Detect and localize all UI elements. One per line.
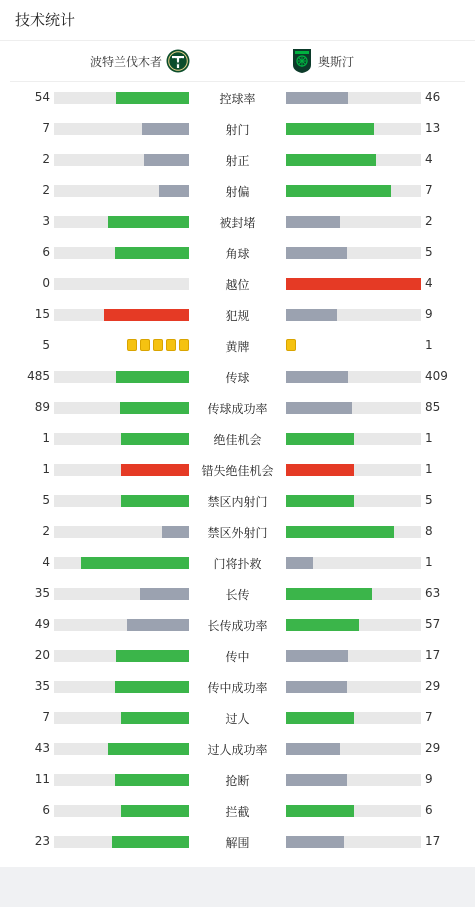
stat-row <box>0 423 475 454</box>
away-bar-track <box>286 495 421 507</box>
stat-label: 控球率 <box>219 92 256 106</box>
stat-row <box>0 640 475 671</box>
home-value: 49 <box>34 617 50 631</box>
away-value: 4 <box>425 152 433 166</box>
away-bar-fill <box>286 309 337 321</box>
home-bar-track <box>54 402 189 414</box>
stat-row <box>0 299 475 330</box>
yellow-card-icon <box>286 339 296 351</box>
home-bar-track <box>54 495 189 507</box>
home-bar-fill <box>121 712 189 724</box>
away-bar-track <box>286 247 421 259</box>
away-bar-fill <box>286 619 359 631</box>
stat-label: 禁区内射门 <box>207 495 268 509</box>
stat-label: 过人 <box>225 712 250 726</box>
home-value: 89 <box>34 400 50 414</box>
away-bar-track <box>286 278 421 290</box>
home-bar-track <box>54 154 189 166</box>
teams-header <box>10 41 465 82</box>
away-bar-fill <box>286 433 354 445</box>
home-value: 4 <box>42 555 50 569</box>
home-bar-fill <box>142 123 189 135</box>
away-bar-fill <box>286 836 344 848</box>
home-value: 54 <box>34 90 50 104</box>
stat-row <box>0 175 475 206</box>
away-bar-track <box>286 123 421 135</box>
stat-label: 错失绝佳机会 <box>201 464 274 478</box>
home-bar-fill <box>81 557 189 569</box>
away-value: 57 <box>425 617 441 631</box>
away-bar-track <box>286 371 421 383</box>
stat-row <box>0 609 475 640</box>
away-bar-track <box>286 402 421 414</box>
home-bar-track <box>54 309 189 321</box>
away-bar-track <box>286 557 421 569</box>
stat-row <box>0 330 475 361</box>
home-bar-track <box>54 247 189 259</box>
away-bar-fill <box>286 154 376 166</box>
away-value: 7 <box>425 183 433 197</box>
away-bar-fill <box>286 681 347 693</box>
away-bar-fill <box>286 371 348 383</box>
page-title: 技术统计 <box>0 0 475 41</box>
away-bar-fill <box>286 402 352 414</box>
away-value: 409 <box>425 369 448 383</box>
away-bar-fill <box>286 185 391 197</box>
away-value: 5 <box>425 493 433 507</box>
away-bar-track <box>286 774 421 786</box>
stat-label: 传中 <box>225 650 250 664</box>
home-bar-fill <box>121 805 189 817</box>
home-value: 6 <box>42 803 50 817</box>
home-bar-fill <box>121 495 189 507</box>
stat-row <box>0 795 475 826</box>
home-bar-track <box>54 681 189 693</box>
home-bar-track <box>54 185 189 197</box>
stat-label: 传中成功率 <box>207 681 268 695</box>
away-value: 8 <box>425 524 433 538</box>
away-yellow-cards <box>286 339 296 351</box>
home-value: 7 <box>42 710 50 724</box>
stat-label: 传球成功率 <box>207 402 268 416</box>
home-value: 35 <box>34 679 50 693</box>
away-bar-track <box>286 836 421 848</box>
stat-label: 黄牌 <box>225 340 250 354</box>
away-bar-track <box>286 464 421 476</box>
yellow-card-icon <box>140 339 150 351</box>
away-value: 1 <box>425 431 433 445</box>
stat-row <box>0 826 475 857</box>
home-value: 35 <box>34 586 50 600</box>
home-bar-fill <box>144 154 189 166</box>
away-value: 17 <box>425 834 441 848</box>
home-bar-fill <box>159 185 189 197</box>
away-team[interactable] <box>292 49 354 73</box>
away-bar-fill <box>286 278 421 290</box>
stat-row <box>0 144 475 175</box>
stat-label: 解围 <box>225 836 250 850</box>
stat-row <box>0 82 475 113</box>
home-bar-fill <box>116 650 189 662</box>
stat-row <box>0 547 475 578</box>
away-bar-track <box>286 92 421 104</box>
home-bar-fill <box>140 588 189 600</box>
stat-row <box>0 578 475 609</box>
away-value: 7 <box>425 710 433 724</box>
stat-label: 绝佳机会 <box>213 433 262 447</box>
away-bar-fill <box>286 650 348 662</box>
home-bar-fill <box>121 433 189 445</box>
away-value: 17 <box>425 648 441 662</box>
stat-label: 犯规 <box>225 309 250 323</box>
stat-label: 射偏 <box>225 185 250 199</box>
home-value: 11 <box>34 772 50 786</box>
away-bar-track <box>286 185 421 197</box>
stat-row <box>0 702 475 733</box>
yellow-card-icon <box>166 339 176 351</box>
away-bar-fill <box>286 805 354 817</box>
away-team-name: 奥斯汀 <box>318 54 355 69</box>
home-value: 23 <box>34 834 50 848</box>
away-bar-fill <box>286 464 354 476</box>
home-yellow-cards <box>127 339 189 351</box>
home-bar-track <box>54 557 189 569</box>
stat-row <box>0 764 475 795</box>
home-value: 5 <box>42 493 50 507</box>
stat-label: 拦截 <box>225 805 250 819</box>
away-value: 9 <box>425 772 433 786</box>
home-bar-track <box>54 619 189 631</box>
timbers-logo-icon <box>166 49 190 73</box>
away-value: 85 <box>425 400 441 414</box>
away-bar-track <box>286 216 421 228</box>
stat-label: 角球 <box>225 247 250 261</box>
austin-fc-logo-icon <box>292 48 312 74</box>
away-value: 63 <box>425 586 441 600</box>
stat-row <box>0 454 475 485</box>
away-value: 1 <box>425 555 433 569</box>
stat-label: 射门 <box>225 123 250 137</box>
stat-row <box>0 361 475 392</box>
away-bar-fill <box>286 588 372 600</box>
home-bar-track <box>54 464 189 476</box>
home-bar-track <box>54 216 189 228</box>
away-value: 29 <box>425 679 441 693</box>
home-value: 2 <box>42 524 50 538</box>
home-bar-track <box>54 836 189 848</box>
home-value: 485 <box>27 369 50 383</box>
stat-row <box>0 206 475 237</box>
home-value: 6 <box>42 245 50 259</box>
stat-label: 长传 <box>225 588 250 602</box>
home-bar-fill <box>115 681 189 693</box>
home-bar-fill <box>116 92 189 104</box>
home-value: 1 <box>42 431 50 445</box>
yellow-card-icon <box>153 339 163 351</box>
away-bar-track <box>286 619 421 631</box>
away-bar-track <box>286 154 421 166</box>
yellow-card-icon <box>179 339 189 351</box>
away-bar-track <box>286 712 421 724</box>
away-bar-fill <box>286 123 374 135</box>
away-bar-fill <box>286 774 347 786</box>
home-value: 2 <box>42 152 50 166</box>
stat-label: 禁区外射门 <box>207 526 268 540</box>
home-bar-track <box>54 92 189 104</box>
home-bar-track <box>54 712 189 724</box>
home-value: 5 <box>42 338 50 352</box>
home-bar-track <box>54 123 189 135</box>
away-bar-track <box>286 526 421 538</box>
away-value: 5 <box>425 245 433 259</box>
stat-label: 射正 <box>225 154 250 168</box>
away-bar-fill <box>286 92 348 104</box>
stat-row <box>0 516 475 547</box>
yellow-card-icon <box>127 339 137 351</box>
home-bar-fill <box>127 619 189 631</box>
stats-list <box>0 82 475 857</box>
home-bar-track <box>54 278 189 290</box>
away-bar-fill <box>286 495 354 507</box>
home-bar-track <box>54 433 189 445</box>
stat-label: 抢断 <box>225 774 250 788</box>
away-bar-track <box>286 588 421 600</box>
home-value: 20 <box>34 648 50 662</box>
stat-label: 长传成功率 <box>207 619 268 633</box>
home-bar-track <box>54 650 189 662</box>
home-value: 7 <box>42 121 50 135</box>
stat-row <box>0 113 475 144</box>
home-bar-track <box>54 774 189 786</box>
home-bar-fill <box>108 216 189 228</box>
stat-label: 越位 <box>225 278 250 292</box>
away-bar-track <box>286 433 421 445</box>
home-team-name: 波特兰伐木者 <box>89 54 162 69</box>
stat-row <box>0 268 475 299</box>
home-bar-fill <box>104 309 189 321</box>
away-value: 46 <box>425 90 441 104</box>
home-bar-fill <box>116 371 189 383</box>
away-bar-track <box>286 650 421 662</box>
away-bar-fill <box>286 712 354 724</box>
home-value: 3 <box>42 214 50 228</box>
home-bar-fill <box>120 402 189 414</box>
away-bar-fill <box>286 216 340 228</box>
stat-row <box>0 392 475 423</box>
home-value: 1 <box>42 462 50 476</box>
stat-label: 过人成功率 <box>207 743 268 757</box>
away-bar-fill <box>286 743 340 755</box>
away-bar-fill <box>286 557 313 569</box>
away-value: 13 <box>425 121 441 135</box>
home-bar-fill <box>162 526 189 538</box>
home-value: 43 <box>34 741 50 755</box>
stat-row <box>0 733 475 764</box>
home-value: 2 <box>42 183 50 197</box>
home-bar-track <box>54 743 189 755</box>
away-value: 4 <box>425 276 433 290</box>
away-value: 6 <box>425 803 433 817</box>
home-bar-track <box>54 371 189 383</box>
away-bar-track <box>286 309 421 321</box>
home-bar-fill <box>108 743 189 755</box>
home-team[interactable] <box>90 49 190 73</box>
stat-row <box>0 237 475 268</box>
away-bar-track <box>286 805 421 817</box>
away-value: 1 <box>425 338 433 352</box>
home-value: 0 <box>42 276 50 290</box>
home-bar-track <box>54 588 189 600</box>
home-bar-track <box>54 526 189 538</box>
away-value: 9 <box>425 307 433 321</box>
away-bar-fill <box>286 247 347 259</box>
home-bar-fill <box>112 836 189 848</box>
stat-row <box>0 485 475 516</box>
away-value: 29 <box>425 741 441 755</box>
away-bar-fill <box>286 526 394 538</box>
home-bar-fill <box>121 464 189 476</box>
away-value: 1 <box>425 462 433 476</box>
home-value: 15 <box>34 307 50 321</box>
home-bar-fill <box>115 247 189 259</box>
home-bar-track <box>54 805 189 817</box>
stat-label: 门将扑救 <box>213 557 262 571</box>
away-value: 2 <box>425 214 433 228</box>
away-bar-track <box>286 681 421 693</box>
home-bar-fill <box>115 774 189 786</box>
stat-label: 传球 <box>225 371 250 385</box>
away-bar-track <box>286 743 421 755</box>
stat-label: 被封堵 <box>219 216 256 230</box>
stat-row <box>0 671 475 702</box>
